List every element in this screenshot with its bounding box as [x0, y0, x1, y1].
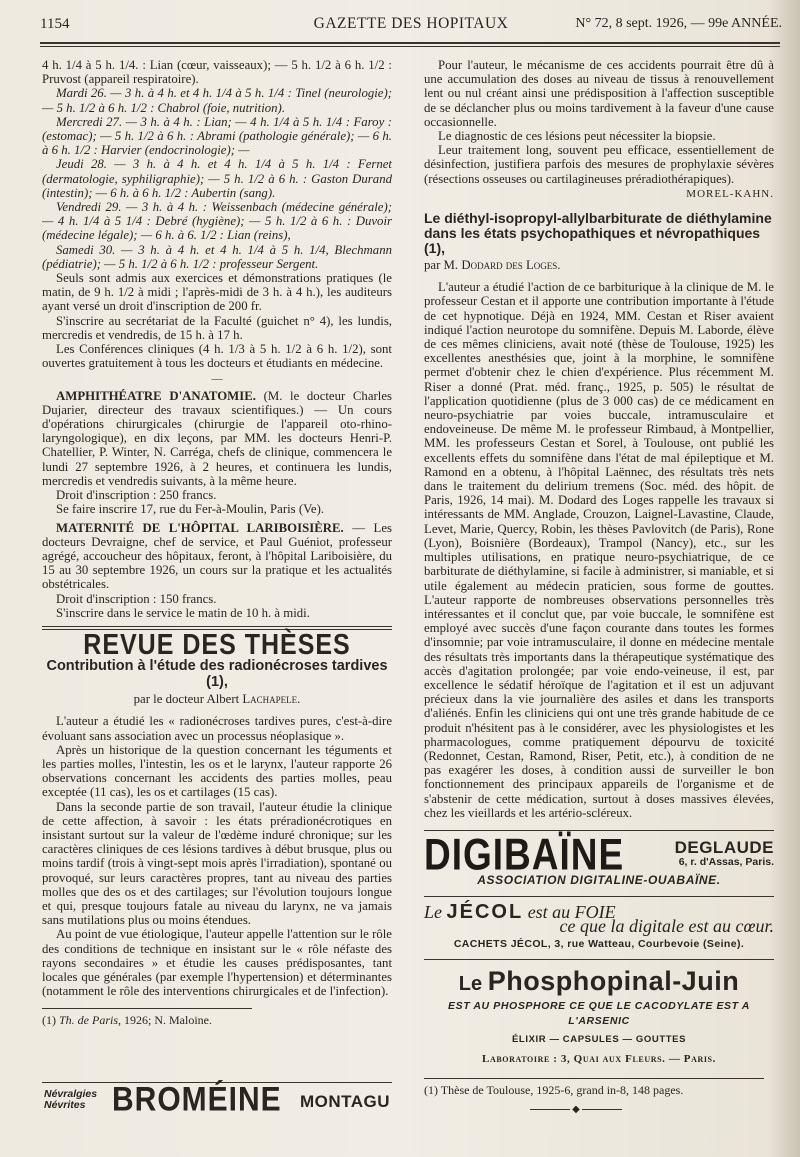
footnote-rule [42, 1008, 252, 1009]
indication-neuralgies: Névralgies [44, 1088, 98, 1100]
article-author [42, 692, 392, 706]
author-prefix: par M. [424, 258, 462, 273]
body-paragraph: Seuls sont admis aux exercices et démonstrations pratiques (le matin, de 9 h. 1/2 à midi ; l'après-midi de 3 h. à 4 h.), les auditeurs ayant versé un droit d'inscription de 200 fr. [42, 271, 392, 314]
footnote-rest: , 1926; N. Maloine. [118, 1013, 213, 1028]
lab-address: 6, r. d'Assas, Paris. [678, 856, 774, 869]
notice-heading: AMPHITHÉATRE D'ANATOMIE. [56, 388, 256, 403]
schedule-paragraph: Mardi 26. — 3 h. à 4 h. et 4 h. 1/4 à 5 h. 1/4 : Tinel (neurologie); — 5 h. 1/2 à 6 h. 1/2 : Chabrol (foie, nutrition). [42, 86, 392, 115]
article-title: Le diéthyl-isopropyl-allylbarbiturate de diéthylamine dans les états psychopathiques et névropathiques (1), [424, 210, 772, 257]
schedule-paragraph: Jeudi 28. — 3 h. à 4 h. et 4 h. 1/4 à 5 h. 1/4 : Fernet (dermatologie, syphiligraphie); — 5 h. 1/2 à 6 h. : Gaston Durand (intestin); — 6 h. à 6 h. 1/2 : Aubertin (sang). [42, 157, 392, 200]
notice-maternite [42, 521, 392, 592]
phosphopinal-advert [424, 966, 774, 1066]
issue-info: N° 72, 8 sept. 1926, — 99e ANNÉE. [575, 16, 782, 31]
digibaine-brand: DIGIBAÏNE [424, 829, 625, 880]
footnote-number: (1) [42, 1013, 59, 1028]
digibaine-tagline: ASSOCIATION DIGITALINE-OUABAÏNE. [477, 873, 721, 888]
article-paragraph: Pour l'auteur, le mécanisme de ces accidents pourrait être dû à une accumulation des doses au niveau de tissus à renouvellement lent ou nul créant ainsi une prédisposition à l'affection susceptible de se déclancher plus ou moins tardivement à la faveur d'une cause occasionnelle. [424, 58, 774, 129]
section-rule [42, 626, 392, 627]
article-paragraph: L'auteur a étudié les « radionécroses tardives pures, c'est-à-dire évoluant sans association avec un processus néoplasique ». [42, 714, 392, 743]
jecol-claim: est au FOIE [523, 901, 616, 922]
phosphopinal-forms: ÉLIXIR — CAPSULES — GOUTTES [511, 1033, 687, 1045]
indication-nevrites: Névrites [44, 1099, 86, 1111]
notice-body: (M. le docteur Charles Dujarier, directeur des travaux scientifiques.) — Un cours d'opérations chirurgicales (chirurgie de l'appareil oto-rhino-laryngologique), en dix leçons, par MM. les docteurs Henri-P. Chatellier, P. Winter, N. Carréga, chefs de clinique, commencera le lundi 27 septembre 1926, à 2 heures, et continuera les lundis, mercredis et vendredis suivants, à la même heure. [42, 388, 392, 488]
footnote-rest: , 1925-6, grand in-8, 148 pages. [530, 1083, 684, 1097]
bromeine-brand: BROMÉINE [112, 1080, 282, 1119]
article-paragraph: Leur traitement long, souvent peu efficace, essentiellement de désinfection, justifiera parfois des mesures de prophylaxie sévères (résections osseuses ou cartilagineuses préradiothérapiques). [424, 143, 774, 186]
digibaine-row [424, 829, 774, 880]
phosphopinal-article: Le [458, 973, 488, 996]
article-paragraph: Le diagnostic de ces lésions peut nécessiter la biopsie. [438, 129, 716, 144]
notice-body: — Les docteurs Devraigne, chef de service, et Paul Guéniot, professeur agrégé, accoucheur des hôpitaux, feront, à l'hôpital Lariboisière, du 15 au 30 septembre 1926, un cours sur la pratique et les actualités obstétricales. [42, 520, 392, 592]
advert-indications [44, 1089, 97, 1111]
right-column [424, 58, 774, 1066]
author-name: Lachapele. [242, 692, 301, 707]
phosphopinal-name: Phosphopinal-Juin [487, 966, 740, 997]
end-ornament: ◆ [506, 1104, 646, 1115]
footnote-citation: Thèse de Toulouse [440, 1083, 531, 1097]
article-author [424, 258, 774, 272]
jecol-address: CACHETS JÉCOL, 3, rue Watteau, Courbevoie (Seine). [453, 937, 745, 950]
body-paragraph: Droit d'inscription : 250 francs. [56, 488, 217, 503]
body-paragraph: S'inscrire au secrétariat de la Faculté (guichet n° 4), les lundis, mercredis et vendredis, de 15 h. à 17 h. [42, 313, 392, 342]
page-header [40, 14, 782, 38]
article-signature: MOREL-KAHN. [686, 187, 774, 200]
notice-heading: MATERNITÉ DE L'HÔPITAL LARIBOISIÈRE. [56, 520, 344, 535]
body-paragraph: S'inscrire dans le service le matin de 10 h. à midi. [56, 605, 310, 620]
digibaine-advert [424, 829, 774, 888]
jecol-line2: ce que la digitale est au cœur. [559, 915, 774, 936]
schedule-paragraph: Vendredi 29. — 3 h. à 4 h. : Weissenbach (médecine générale); — 4 h. 1/4 à 5 1/4 : Debré (hygiène); — 5 h. 1/2 à 6 h. : Duvoir (médecine légale); — 6 h. à 6. 1/2 : Lian (reins), [42, 200, 392, 243]
article-paragraph: Au point de vue étiologique, l'auteur appelle l'attention sur le rôle des conditions de technique en insistant sur le « rôle néfaste des rayons secondaires » et étudie les causes prédisposantes, tant locales que générales (par exemple l'hypertension) et déterminantes (notamment le rôle des interventions chirurgicales et de l'infection). [42, 927, 392, 999]
bromeine-advert [42, 1082, 392, 1117]
article-title: Contribution à l'étude des radionécroses tardives (1), [46, 658, 388, 691]
section-title: REVUE DES THÈSES [83, 628, 351, 662]
body-paragraph: Les Conférences cliniques (4 h. 1/3 à 5 h. 1/2 à 6 h. 1/2), sont ouvertes gratuitement à tous les docteurs et étudiants en médecine. [42, 342, 392, 371]
schedule-paragraph: Samedi 30. — 3 h. à 4 h. et 4 h. 1/4 à 5 h. 1/4, Blechmann (pédiatrie); — 5 h. 1/2 à 6 h. 1/2 : professeur Sergent. [42, 242, 392, 271]
article-paragraph: Dans la seconde partie de son travail, l'auteur étudie la clinique de cette affection, à savoir : les états préradionécrotiques en insistant surtout sur la valeur de l'œdème induré chronique; sur les caractères cliniques de ces lésions tardives à début brusque, plus ou moins tardif (trois à vingt-sept mois après l'irradiation), spontané ou provoqué, sur leurs caractères propres, tant au niveau des parties molles que des os et des cartilages; sur l'évolution toujours longue et qui, presque toujours fatale au niveau du larynx, ne va jamais sans mutilations plus ou moins étendues. [42, 799, 392, 928]
header-rule [40, 42, 780, 44]
schedule-paragraph: Mercredi 27. — 3 h. à 4 h. : Lian; — 4 h. 1/4 à 5 h. 1/4 : Faroy : (estomac); — 5 h. 1/2 à 6 h. : Abrami (pathologie générale); — 6 h. à 6 h. 1/2 : Harvier (endocrinologie); — [42, 114, 392, 158]
body-paragraph: Droit d'inscription : 150 francs. [56, 591, 217, 606]
right-footnote-area [424, 1068, 774, 1098]
phosphopinal-brand [424, 966, 774, 997]
footnote-citation: Th. de Paris [59, 1013, 119, 1028]
phosphopinal-tagline: EST AU PHOSPHORE CE QUE LE CACODYLATE EST A L'ARSENIC [448, 1000, 750, 1027]
footnote [424, 1083, 774, 1098]
article-paragraph: L'auteur a étudié l'action de ce barbiturique à la clinique de M. le professeur Cestan et il apporte une contribution importante à l'étude de cet hypnotique. Déjà en 1924, MM. Cestan et Riser avaient indiqué l'action neurotope du somnifène. Depuis M. Laborde, élève de ces mêmes cliniciens, avait noté (thèse de Toulouse, 1925) les excellentes anesthésies que, joint à la morphine, le somnifène permet d'obtenir chez le chien d'expérience. Plus récemment M. Riser a donné (Prat. méd. franç., 1925, p. 505) le résultat de l'application quotidienne (plus de 3 000 cas) de ce médicament en neuro-psychiatrie par voies buccale, intramusculaire et endoveineuse. De même M. le professeur Rimbaud, à Montpellier, MM. les professeurs Cestan et Sorel, à Toulouse, ont publié les excellents effets du somnifène dans l'état de mal épileptique et M. Ramond en a obtenu, à l'hôpital Laënnec, des résultats très nets dans le traitement du delirium tremens (Soc. méd. des hôpit. de Paris, 1926, 14 mai). M. Dodard des Loges rappelle les travaux si intéressants de MM. Anglade, Crouzon, Laignel-Lavastine, Claude, Levet, Marie, Quercy, Robin, les thèses Pavlovitch (de Paris), Rone (Lyon), Boisnière (Bordeaux), Trampol (Nancy), etc., sur les multiples utilisations, en pratique neuro-psychiatrique, de ce barbiturate de diéthylamine, si facile à administrer, si maniable, et si utile également au médecin praticien, sous forme de gouttes. L'auteur rapporte de nombreuses observations personnelles très intéressantes et il conclut que, par voie buccale, le somnifène est employé avec succès d'une façon courante dans toutes les formes d'insomnie; par voie intramusculaire, il donne en médecine mentale des résultats très importants dans la thérapeutique systématique des accès d'agitation prolongée; par voie endo-veineuse, il est, par excellence le sédatif héroïque de l'agitation et il est un adjuvant précieux dans la vie journalière des asiles et dans les transports d'aliénés. Enfin les cliniciens qui ont une très grande habitude de ce produit n'hésitent pas à le considérer, avec les physiologistes et les pharmacologues, comme pratiquement dépourvu de toxicité (Redonnet, Cestan, Ramond, Riser, Petit, etc.), à condition de ne pas exagérer les doses, à condition aussi de surveiller le bon fonctionnement des principaux appareils de l'organisme et de s'abstenir de cette médication, surtout à doses massives élevées, chez les vieillards et les artério-scléreux. [424, 280, 774, 820]
author-name: Dodard des Loges. [461, 258, 561, 273]
author-prefix: par le docteur Albert [133, 692, 243, 707]
separator-dash: — [211, 373, 223, 386]
left-column [42, 58, 392, 1028]
jecol-brand: JÉCOL [446, 900, 524, 923]
advert-rule [424, 896, 774, 897]
advert-rule [424, 959, 774, 960]
page-number: 1154 [40, 16, 70, 32]
montagu-brand: MONTAGU [299, 1092, 390, 1111]
footnote [42, 1013, 392, 1027]
header-rule-thin [40, 46, 780, 47]
digibaine-lab [674, 837, 774, 869]
body-paragraph: Se faire inscrire 17, rue du Fer-à-Moulin, Paris (Ve). [56, 502, 325, 517]
schedule-paragraph: 4 h. 1/4 à 5 h. 1/4. : Lian (cœur, vaisseaux); — 5 h. 1/2 à 6 h. 1/2 : Pruvost (appareil respiratoire). [42, 58, 392, 87]
journal-title: GAZETTE DES HOPITAUX [313, 15, 509, 32]
jecol-article: Le [424, 901, 447, 922]
footnote-number: (1) [424, 1083, 441, 1097]
phosphopinal-address: Laboratoire : 3, Quai aux Fleurs. — Paris. [482, 1052, 716, 1065]
lab-name: DEGLAUDE [674, 837, 774, 857]
article-paragraph: Après un historique de la question concernant les téguments et les parties molles, l'intestin, les os et le larynx, l'auteur rapporte 26 observations concernant les accidents des parties molles, peau exceptée (11 cas), les os et cartilages (15 cas). [42, 742, 392, 800]
footnote-rule [424, 1078, 764, 1079]
jecol-advert [424, 900, 774, 952]
notice-amphitheatre [42, 389, 392, 488]
